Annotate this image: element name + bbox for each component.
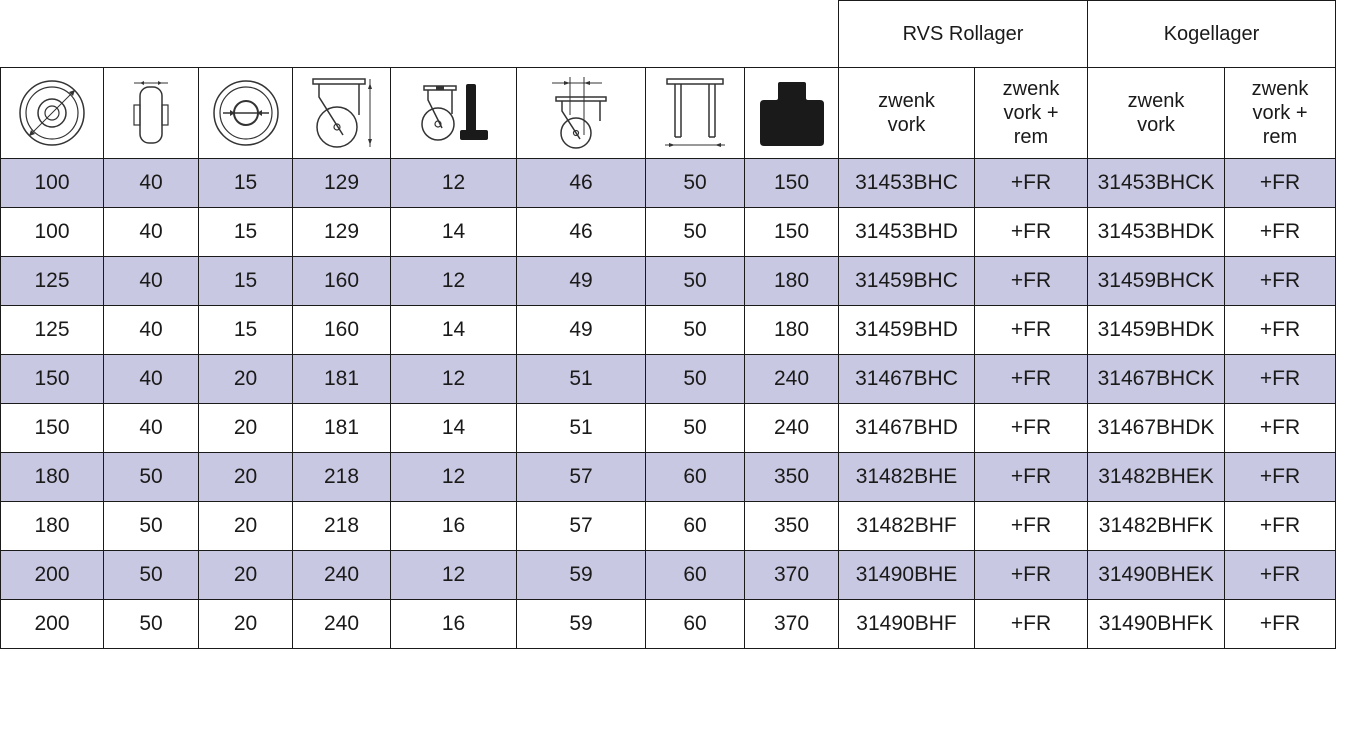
cell-kogel-swivel-code: 31459BHCK — [1088, 257, 1225, 306]
cell-kogel-swivel-code: 31453BHCK — [1088, 159, 1225, 208]
cell-kogel-swivel-code: 31459BHDK — [1088, 306, 1225, 355]
cell-rvs-swivel-code: 31459BHD — [839, 306, 975, 355]
bore-diameter-col — [199, 68, 293, 159]
cell-axle-diameter: 14 — [391, 404, 517, 453]
cell-total-height: 181 — [293, 355, 391, 404]
cell-kogel-brake-code: +FR — [1225, 159, 1336, 208]
sub-header-text: zwenk vork + rem — [1251, 78, 1309, 148]
cell-load-capacity: 180 — [745, 306, 839, 355]
load-capacity-col — [745, 68, 839, 159]
cell-kogel-brake-code: +FR — [1225, 551, 1336, 600]
cell-wheel-diameter: 100 — [1, 208, 104, 257]
cell-wheel-diameter: 150 — [1, 355, 104, 404]
cell-axle-diameter: 14 — [391, 208, 517, 257]
cell-offset: 59 — [517, 600, 646, 649]
offset-col — [517, 68, 646, 159]
sub-header-kogel-swivel — [1088, 68, 1225, 159]
group-header-kogel: Kogellager — [1088, 1, 1336, 68]
cell-rvs-brake-code: +FR — [975, 208, 1088, 257]
cell-rvs-swivel-code: 31467BHC — [839, 355, 975, 404]
cell-rvs-brake-code: +FR — [975, 453, 1088, 502]
cell-offset: 49 — [517, 257, 646, 306]
cell-load-capacity: 350 — [745, 502, 839, 551]
cell-offset: 46 — [517, 159, 646, 208]
sub-header-rvs-swivel — [839, 68, 975, 159]
cell-load-capacity: 180 — [745, 257, 839, 306]
sub-header-text: zwenk vork — [878, 90, 935, 136]
cell-wheel-width: 40 — [104, 404, 199, 453]
cell-wheel-width: 40 — [104, 306, 199, 355]
cell-fork-width: 50 — [646, 306, 745, 355]
load-capacity-icon — [754, 78, 830, 148]
sub-header-text: zwenk vork — [1127, 90, 1185, 136]
cell-offset: 51 — [517, 355, 646, 404]
cell-kogel-swivel-code: 31467BHDK — [1088, 404, 1225, 453]
cell-rvs-swivel-code: 31490BHF — [839, 600, 975, 649]
cell-kogel-swivel-code: 31490BHFK — [1088, 600, 1225, 649]
cell-offset: 57 — [517, 453, 646, 502]
cell-rvs-swivel-code: 31453BHD — [839, 208, 975, 257]
group-header-rvs: RVS Rollager — [839, 1, 1088, 68]
table-row — [1, 502, 1336, 551]
wheel-diameter-icon — [17, 78, 87, 148]
wheel-width-col — [104, 68, 199, 159]
axle-diameter-col — [391, 68, 517, 159]
table-row — [1, 159, 1336, 208]
cell-wheel-width: 50 — [104, 453, 199, 502]
cell-bore-diameter: 20 — [199, 551, 293, 600]
cell-kogel-brake-code: +FR — [1225, 600, 1336, 649]
cell-kogel-brake-code: +FR — [1225, 404, 1336, 453]
cell-kogel-brake-code: +FR — [1225, 502, 1336, 551]
cell-kogel-swivel-code: 31490BHEK — [1088, 551, 1225, 600]
cell-fork-width: 60 — [646, 551, 745, 600]
cell-load-capacity: 370 — [745, 600, 839, 649]
cell-wheel-diameter: 100 — [1, 159, 104, 208]
cell-wheel-diameter: 200 — [1, 551, 104, 600]
sub-header-text: zwenk vork + rem — [1002, 78, 1060, 148]
cell-bore-diameter: 20 — [199, 502, 293, 551]
table-row — [1, 600, 1336, 649]
cell-total-height: 129 — [293, 159, 391, 208]
bore-diameter-icon — [211, 78, 281, 148]
cell-wheel-width: 50 — [104, 551, 199, 600]
sub-header-kogel-swivel-brake — [1225, 68, 1336, 159]
cell-wheel-diameter: 180 — [1, 502, 104, 551]
group-header-row — [1, 1, 1336, 68]
table-row — [1, 551, 1336, 600]
cell-total-height: 218 — [293, 502, 391, 551]
cell-bore-diameter: 15 — [199, 208, 293, 257]
cell-wheel-diameter: 200 — [1, 600, 104, 649]
cell-load-capacity: 370 — [745, 551, 839, 600]
table-row — [1, 257, 1336, 306]
cell-offset: 51 — [517, 404, 646, 453]
cell-rvs-swivel-code: 31482BHF — [839, 502, 975, 551]
cell-load-capacity: 350 — [745, 453, 839, 502]
cell-fork-width: 50 — [646, 257, 745, 306]
cell-bore-diameter: 20 — [199, 453, 293, 502]
cell-rvs-brake-code: +FR — [975, 306, 1088, 355]
cell-kogel-swivel-code: 31482BHEK — [1088, 453, 1225, 502]
cell-axle-diameter: 14 — [391, 306, 517, 355]
cell-wheel-diameter: 180 — [1, 453, 104, 502]
cell-wheel-diameter: 150 — [1, 404, 104, 453]
cell-axle-diameter: 12 — [391, 257, 517, 306]
cell-rvs-brake-code: +FR — [975, 404, 1088, 453]
cell-rvs-brake-code: +FR — [975, 355, 1088, 404]
cell-rvs-swivel-code: 31467BHD — [839, 404, 975, 453]
cell-offset: 46 — [517, 208, 646, 257]
cell-bore-diameter: 15 — [199, 159, 293, 208]
cell-wheel-width: 50 — [104, 502, 199, 551]
cell-load-capacity: 240 — [745, 404, 839, 453]
cell-bore-diameter: 20 — [199, 600, 293, 649]
cell-fork-width: 50 — [646, 404, 745, 453]
table-row — [1, 404, 1336, 453]
fork-width-col — [646, 68, 745, 159]
wheel-width-icon — [126, 77, 176, 149]
cell-load-capacity: 150 — [745, 159, 839, 208]
cell-bore-diameter: 15 — [199, 306, 293, 355]
cell-rvs-swivel-code: 31453BHC — [839, 159, 975, 208]
cell-kogel-brake-code: +FR — [1225, 355, 1336, 404]
cell-total-height: 129 — [293, 208, 391, 257]
cell-total-height: 181 — [293, 404, 391, 453]
table-row — [1, 306, 1336, 355]
cell-fork-width: 60 — [646, 600, 745, 649]
cell-rvs-brake-code: +FR — [975, 551, 1088, 600]
cell-rvs-swivel-code: 31459BHC — [839, 257, 975, 306]
wheel-diameter-col — [1, 68, 104, 159]
cell-rvs-swivel-code: 31490BHE — [839, 551, 975, 600]
cell-axle-diameter: 12 — [391, 355, 517, 404]
cell-axle-diameter: 16 — [391, 600, 517, 649]
cell-kogel-swivel-code: 31482BHFK — [1088, 502, 1225, 551]
cell-offset: 49 — [517, 306, 646, 355]
cell-bore-diameter: 20 — [199, 355, 293, 404]
cell-wheel-diameter: 125 — [1, 306, 104, 355]
cell-wheel-width: 40 — [104, 159, 199, 208]
cell-total-height: 240 — [293, 600, 391, 649]
table-row — [1, 453, 1336, 502]
cell-kogel-brake-code: +FR — [1225, 208, 1336, 257]
cell-bore-diameter: 15 — [199, 257, 293, 306]
cell-wheel-width: 40 — [104, 355, 199, 404]
cell-total-height: 240 — [293, 551, 391, 600]
cell-bore-diameter: 20 — [199, 404, 293, 453]
table-row — [1, 208, 1336, 257]
cell-total-height: 160 — [293, 257, 391, 306]
group-header-spacer — [1, 1, 839, 68]
cell-fork-width: 50 — [646, 208, 745, 257]
cell-axle-diameter: 12 — [391, 159, 517, 208]
cell-rvs-brake-code: +FR — [975, 502, 1088, 551]
cell-fork-width: 60 — [646, 502, 745, 551]
cell-load-capacity: 150 — [745, 208, 839, 257]
axle-diameter-icon — [414, 78, 494, 148]
cell-axle-diameter: 12 — [391, 453, 517, 502]
cell-fork-width: 60 — [646, 453, 745, 502]
total-height-col — [293, 68, 391, 159]
cell-kogel-brake-code: +FR — [1225, 453, 1336, 502]
icon-header-row — [1, 68, 1336, 159]
cell-total-height: 160 — [293, 306, 391, 355]
cell-axle-diameter: 16 — [391, 502, 517, 551]
cell-offset: 59 — [517, 551, 646, 600]
offset-icon — [546, 75, 616, 151]
fork-width-icon — [663, 75, 727, 151]
cell-fork-width: 50 — [646, 355, 745, 404]
cell-offset: 57 — [517, 502, 646, 551]
table-row — [1, 355, 1336, 404]
cell-wheel-width: 40 — [104, 208, 199, 257]
cell-fork-width: 50 — [646, 159, 745, 208]
cell-axle-diameter: 12 — [391, 551, 517, 600]
total-height-icon — [307, 75, 377, 151]
cell-rvs-brake-code: +FR — [975, 257, 1088, 306]
cell-kogel-swivel-code: 31467BHCK — [1088, 355, 1225, 404]
cell-rvs-brake-code: +FR — [975, 159, 1088, 208]
cell-wheel-width: 50 — [104, 600, 199, 649]
cell-kogel-swivel-code: 31453BHDK — [1088, 208, 1225, 257]
data-rows — [1, 159, 1336, 649]
cell-load-capacity: 240 — [745, 355, 839, 404]
cell-wheel-diameter: 125 — [1, 257, 104, 306]
sub-header-rvs-swivel-brake — [975, 68, 1088, 159]
cell-wheel-width: 40 — [104, 257, 199, 306]
cell-rvs-brake-code: +FR — [975, 600, 1088, 649]
cell-kogel-brake-code: +FR — [1225, 257, 1336, 306]
cell-kogel-brake-code: +FR — [1225, 306, 1336, 355]
cell-rvs-swivel-code: 31482BHE — [839, 453, 975, 502]
cell-total-height: 218 — [293, 453, 391, 502]
